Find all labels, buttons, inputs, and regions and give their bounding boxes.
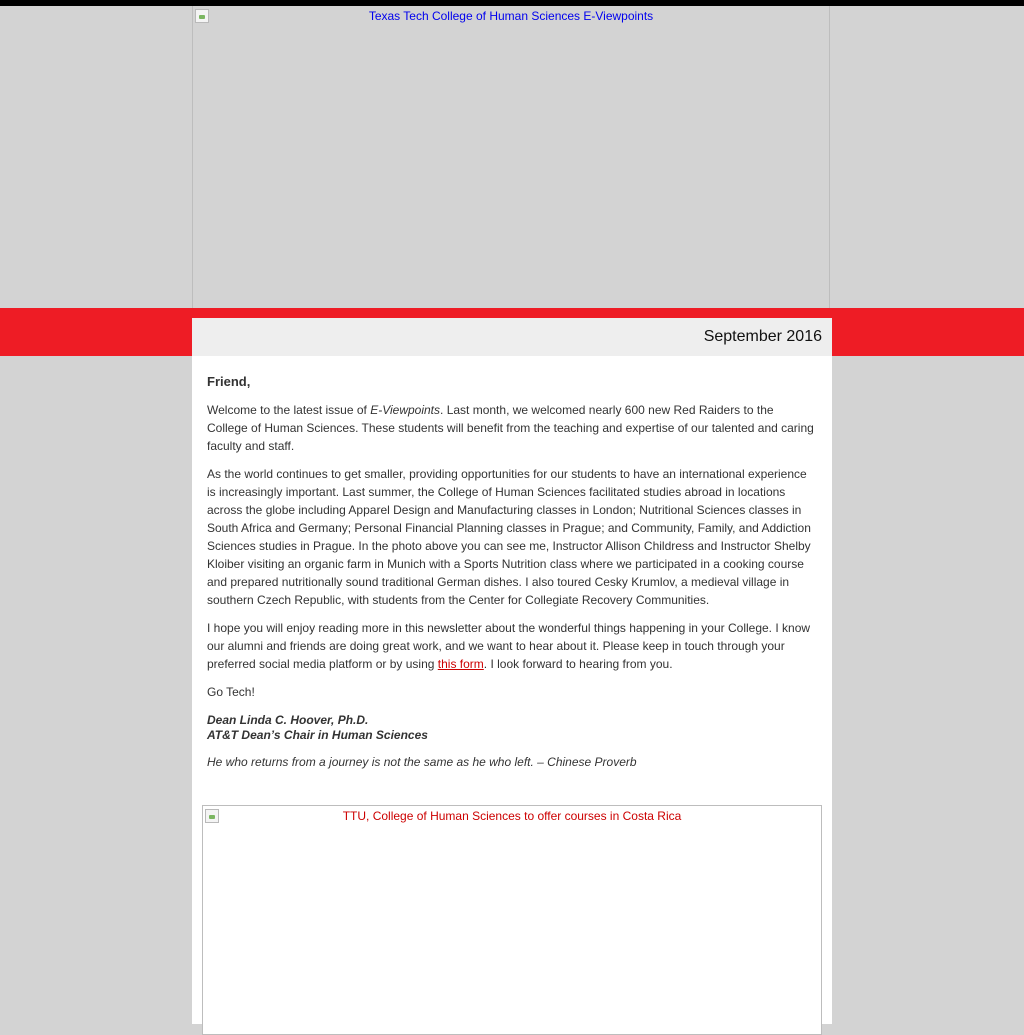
greeting: Friend, [207, 374, 251, 389]
signature [207, 713, 817, 743]
paragraph-text: I hope you will enjoy reading more in this newsletter about the wonderful things happening in your College. I know our alumni and friends are doing great work, and we want to hear about it. Please keep in touch through your preferred social media platform or by using [207, 621, 811, 671]
header-image-alt-text[interactable]: Texas Tech College of Human Sciences E-Viewpoints [368, 9, 654, 23]
paragraph-text: . I look forward to hearing from you. [483, 657, 673, 671]
signature-name: Dean Linda C. Hoover, Ph.D. [207, 713, 369, 727]
proverb: He who returns from a journey is not the same as he who left. – Chinese Proverb [207, 755, 637, 769]
closing: Go Tech! [207, 685, 255, 699]
newsletter-content [192, 356, 832, 1024]
issue-date: September 2016 [703, 328, 822, 345]
publication-name: E-Viewpoints [370, 403, 441, 417]
paragraph-text: . Last month, we welcomed nearly 600 new Red Raiders to the College of Human Sciences. These students will benefit from the teaching and expertise of our talented and caring faculty and staff. [207, 403, 814, 453]
this-form-link[interactable]: this form [437, 657, 484, 671]
date-strip [192, 318, 832, 356]
feature-image-alt-text[interactable]: TTU, College of Human Sciences to offer courses in Costa Rica [342, 809, 682, 823]
paragraph-keep-in-touch [207, 619, 817, 673]
paragraph-welcome [207, 401, 817, 455]
paragraph-study-abroad: As the world continues to get smaller, providing opportunities for our students to have an international experience is increasingly important. Last summer, the College of Human Sciences facilitated studies abroad in locations across the globe including Apparel Design and Manufacturing classes in London; Nutritional Sciences classes in South Africa and Germany; Personal Financial Planning classes in Prague; and Community, Family, and Addiction Sciences studies in Prague. In the photo above you can see me, Instructor Allison Childress and Instructor Shelby Kloiber visiting an organic farm in Munich with a Sports Nutrition class where we participated in a cooking course and prepared nutritionally sound traditional German dishes. I also toured Cesky Krumlov, a medieval village in southern Czech Republic, with students from the Center for Collegiate Recovery Communities. [207, 467, 811, 607]
paragraph-text: Welcome to the latest issue of [207, 403, 371, 417]
signature-title: AT&T Dean’s Chair in Human Sciences [207, 728, 428, 742]
feature-story-image[interactable] [202, 805, 822, 1035]
header-banner-image[interactable] [192, 6, 830, 308]
dean-letter [207, 373, 817, 781]
